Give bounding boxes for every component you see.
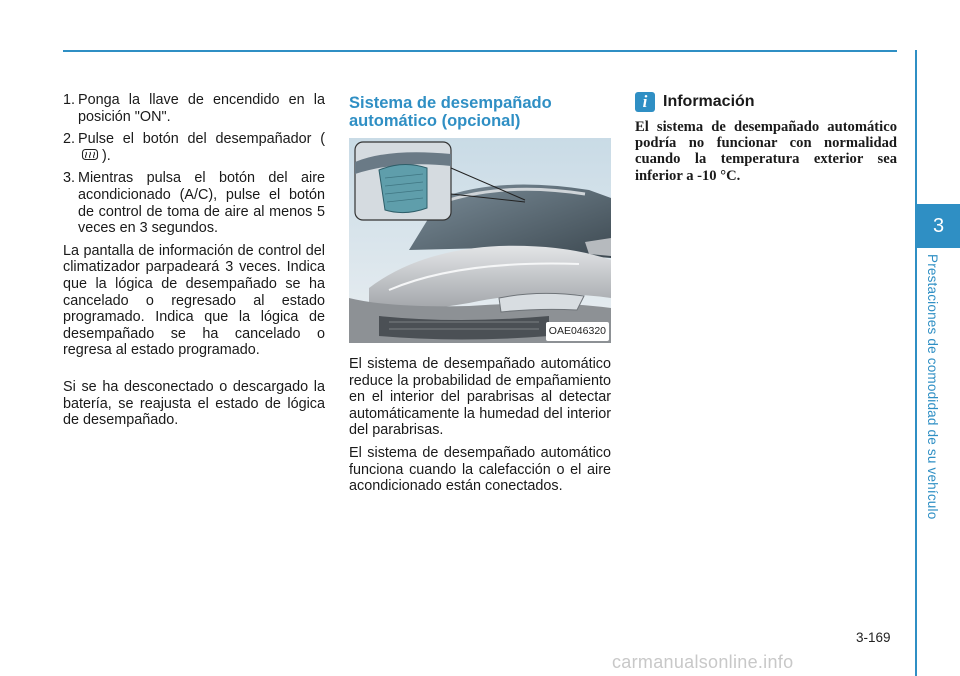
paragraph: Si se ha desconectado o descargado la batería, se reajusta el estado de lógica de desempañado. [63,378,325,429]
step-text-before: Pulse el botón del desempañador ( [78,131,325,148]
middle-column [349,94,611,501]
paragraph: El sistema de desempañado automático reduce la probabilidad de empañamiento en el interior del parabrisas al detectar automáticamente la humedad del interior del parabrisas. [349,356,611,439]
chapter-title: Prestaciones de comodidad de su vehículo [925,254,940,520]
step-number: 2. [63,131,76,148]
step-text: Mientras pulsa el botón del aire acondicionado (A/C), pulse el botón de control de toma de aire al menos 5 veces en 3 segundos. [78,170,325,237]
info-title: Información [663,92,755,110]
step-number: 3. [63,170,76,187]
info-icon: i [635,92,655,112]
section-heading: Sistema de desempañado automático (opcional) [349,94,552,130]
car-illustration [349,138,611,343]
step-text-after: ). [102,147,111,164]
step-text: Ponga la llave de encendido en la posición "ON". [78,92,325,125]
chapter-number-tab: 3 [917,204,960,248]
step-1 [63,92,325,125]
step-3 [63,170,325,236]
paragraph: La pantalla de información de control del climatizador parpadeará 3 veces. Indica que la lógica de desempañado se ha cancelado o regresado al estado programado. Indica que la lógica de desempañado se ha cancelado o regresa al estado programado. [63,242,325,359]
info-text: El sistema de desempañado automático podría no funcionar con normalidad cuando la temperatura exterior sea inferior a -10 °C. [635,119,897,184]
paragraph: El sistema de desempañado automático funciona cuando la calefacción o el aire acondicionado están conectados. [349,444,611,495]
side-divider [915,50,917,676]
top-divider [63,50,897,52]
info-header [635,92,897,112]
step-2 [63,131,325,164]
watermark: carmanualsonline.info [612,652,794,672]
right-column [635,92,897,184]
step-number: 1. [63,92,76,108]
left-column [63,92,325,435]
car-sensor-figure [349,138,611,343]
page-number: 3-169 [856,630,891,645]
rear-defroster-icon [80,148,100,162]
figure-code: OAE046320 [546,322,609,341]
